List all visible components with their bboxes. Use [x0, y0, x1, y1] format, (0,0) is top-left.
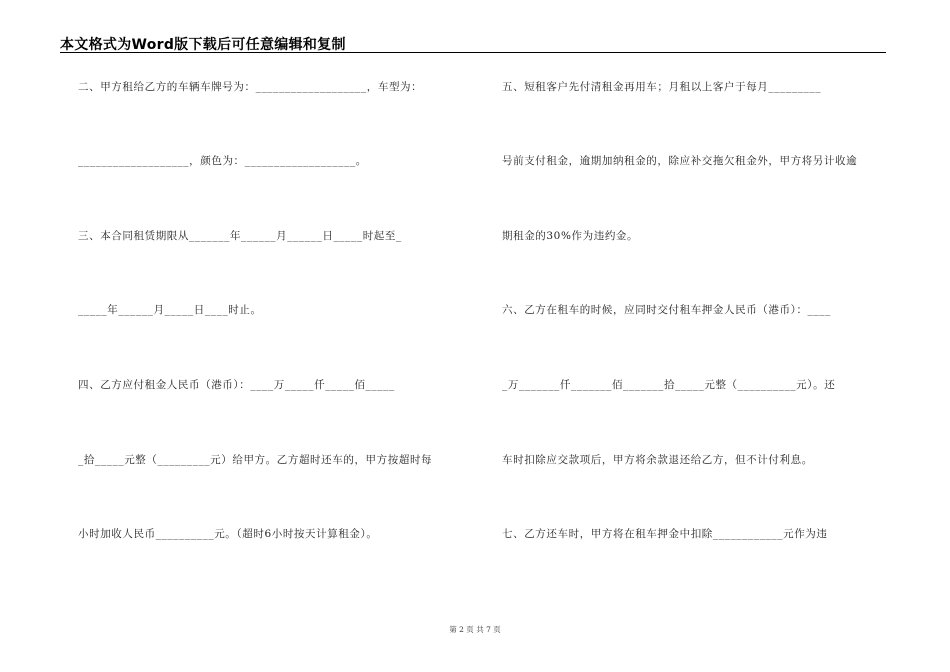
text-line: 二、甲方租给乙方的车辆车牌号为：___________________，车型为：: [78, 81, 423, 93]
header-title: 本文格式为Word版下载后可任意编辑和复制: [60, 37, 346, 53]
text-line: 五、短租客户先付清租金再用车；月租以上客户于每月_________: [502, 81, 822, 93]
text-line: _万_______仟_______佰_______拾_____元整（__________元）。还: [502, 379, 836, 391]
text-line: 三、本合同租赁期限从_______年______月______日_____时起至_: [78, 230, 402, 242]
text-line: 期租金的30%作为违约金。: [502, 230, 639, 242]
text-line: 七、乙方还车时，甲方将在租车押金中扣除____________元作为违: [502, 528, 828, 540]
text-line: 四、乙方应付租金人民币（港币）：____万_____仟_____佰_____: [78, 379, 395, 391]
page-number: 第 2 页 共 7 页: [449, 625, 501, 634]
text-line: ___________________，颜色为：___________________。: [78, 155, 367, 167]
text-line: 小时加收人民币__________元。（超时6小时按天计算租金）。: [78, 528, 378, 540]
text-line: 车时扣除应交款项后，甲方将余款退还给乙方，但不计付利息。: [502, 454, 813, 466]
text-line: _拾_____元整（_________元）给甲方。乙方超时还车的，甲方按超时每: [78, 454, 433, 466]
text-line: 六、乙方在租车的时候，应同时交付租车押金人民币（港币）：____: [502, 304, 831, 316]
text-line: _____年______月_____日____时止。: [78, 304, 262, 316]
header-divider: [60, 52, 886, 53]
text-line: 号前支付租金，逾期加纳租金的，除应补交拖欠租金外，甲方将另计收逾: [502, 155, 858, 167]
